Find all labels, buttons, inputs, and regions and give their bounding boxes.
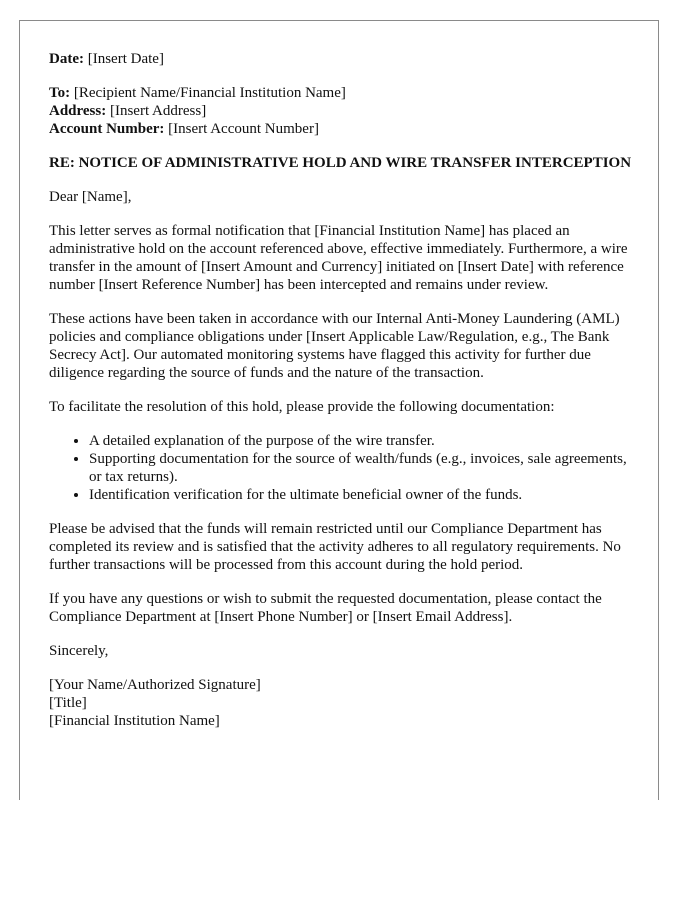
body-paragraph-1: This letter serves as formal notification that [Financial Institution Name] has placed an administrative hold on the account referenced above, effective immediately. Furthermore, a wire transfer in the amount of [Insert Amount and Currency] initiated on [Insert Date] with reference number [Insert Reference Number] has been intercepted and remains under review.	[49, 223, 628, 293]
to-value: [Recipient Name/Financial Institution Name]	[70, 85, 346, 101]
account-number-label: Account Number:	[49, 121, 165, 137]
closing-paragraph-1: Please be advised that the funds will remain restricted until our Compliance Department has completed its review and is satisfied that the activity adheres to all regulatory requirements. No further transactions will be processed from this account during the hold period.	[49, 521, 621, 573]
list-item: • A detailed explanation of the purpose of the wire transfer.	[89, 432, 639, 450]
signature-institution: [Financial Institution Name]	[49, 713, 220, 729]
body-paragraph-2: These actions have been taken in accordance with our Internal Anti-Money Laundering (AML) policies and compliance obligations under [Insert Applicable Law/Regulation, e.g., The Bank Secrecy Act]. Our automated monitoring systems have flagged this activity for further due diligence regarding the source of funds and the nature of the transaction.	[49, 311, 620, 381]
account-number-value: [Insert Account Number]	[164, 121, 319, 137]
salutation: Dear [Name],	[49, 189, 132, 205]
signature-block	[49, 676, 639, 730]
account-number-line	[49, 120, 639, 138]
address-value: [Insert Address]	[106, 103, 207, 119]
date-line	[49, 50, 639, 68]
body-paragraph-3: To facilitate the resolution of this hold, please provide the following documentation:	[49, 399, 555, 415]
to-line	[49, 84, 639, 102]
to-label: To:	[49, 85, 71, 101]
date-value: [Insert Date]	[83, 51, 164, 67]
address-line	[49, 102, 639, 120]
list-item: • Identification verification for the ultimate beneficial owner of the funds.	[89, 486, 639, 504]
letter-page	[19, 20, 659, 800]
subject-line: RE: NOTICE OF ADMINISTRATIVE HOLD AND WIRE TRANSFER INTERCEPTION	[49, 155, 632, 171]
date-label: Date:	[49, 51, 84, 67]
letter-body	[49, 50, 639, 746]
signoff: Sincerely,	[49, 643, 109, 659]
closing-paragraph-2: If you have any questions or wish to submit the requested documentation, please contact the Compliance Department at [Insert Phone Number] or [Insert Email Address].	[49, 591, 602, 625]
documentation-list	[49, 432, 639, 504]
signature-name: [Your Name/Authorized Signature]	[49, 677, 261, 693]
signature-title: [Title]	[49, 695, 87, 711]
address-label: Address:	[49, 103, 107, 119]
recipient-block	[49, 84, 639, 138]
list-item: • Supporting documentation for the source of wealth/funds (e.g., invoices, sale agreements, or tax returns).	[89, 450, 639, 486]
